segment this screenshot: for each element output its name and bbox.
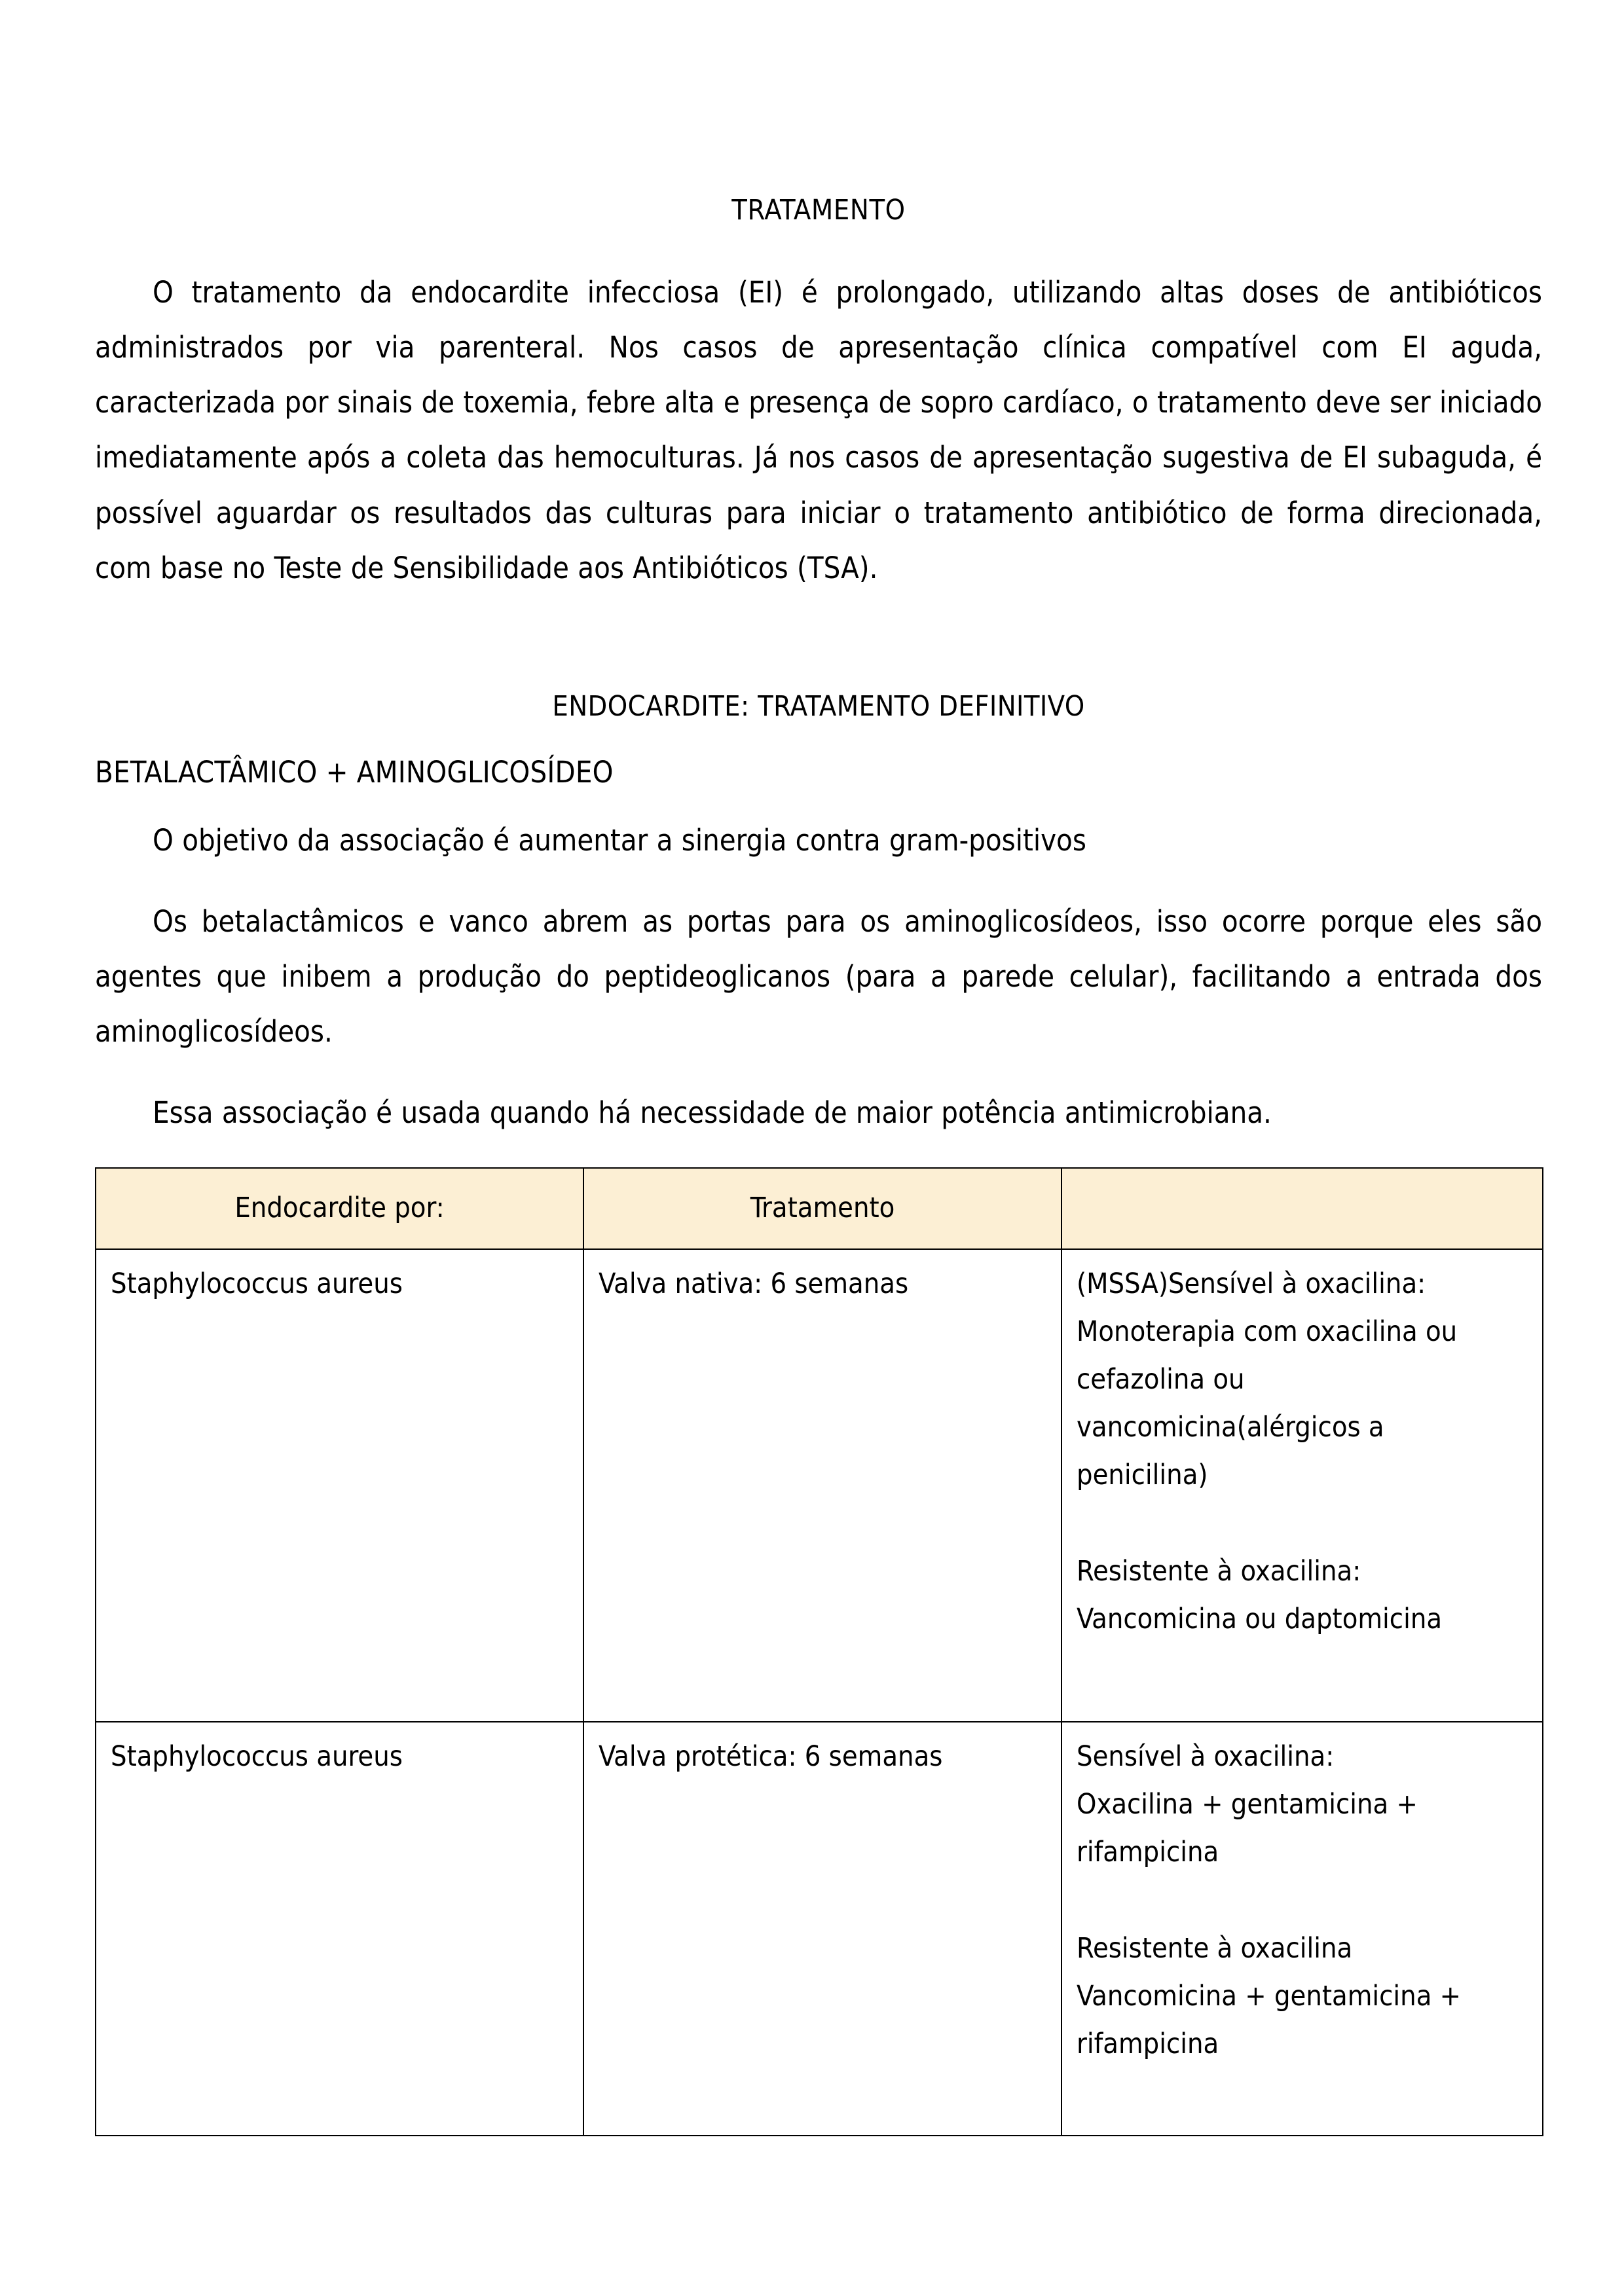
cell-details bbox=[1061, 1249, 1543, 1722]
table-header-treatment: Tratamento bbox=[583, 1168, 1061, 1249]
detail-line: rifampicina bbox=[1077, 2028, 1219, 2061]
cell-agent: Staphylococcus aureus bbox=[96, 1722, 583, 2136]
table-header-row bbox=[96, 1168, 1543, 1249]
detail-line: Sensível à oxacilina: bbox=[1077, 1740, 1335, 1773]
spacer-between-paragraphs-2 bbox=[95, 1059, 1542, 1085]
spacer-after-section-title bbox=[95, 721, 1542, 757]
detail-line: (MSSA)Sensível à oxacilina: bbox=[1077, 1267, 1426, 1300]
cell-agent: Staphylococcus aureus bbox=[96, 1249, 583, 1722]
treatment-table bbox=[95, 1167, 1543, 2136]
spacer-before-table bbox=[95, 1141, 1542, 1167]
section-paragraph-indication: Essa associação é usada quando há necessidade de maior potência antimicrobiana. bbox=[153, 1095, 1272, 1131]
section-paragraph-mechanism: Os betalactâmicos e vanco abrem as portas para os aminoglicosídeos, isso ocorre porque eles são agentes que inibem a produção do peptideoglicanos (para a parede celular), facilitando a entrada dos aminoglicosídeos. bbox=[95, 903, 1542, 1049]
section-title-definitive-treatment: ENDOCARDITE: TRATAMENTO DEFINITIVO bbox=[552, 689, 1085, 723]
spacer-after-subsection-title bbox=[95, 787, 1542, 813]
cell-treatment: Valva protética: 6 semanas bbox=[583, 1722, 1061, 2136]
spacer-between-paragraphs-1 bbox=[95, 868, 1542, 894]
detail-line: Oxacilina + gentamicina + bbox=[1077, 1787, 1418, 1821]
detail-line-spacer bbox=[1077, 1876, 1528, 1925]
detail-line: Vancomicina + gentamicina + bbox=[1077, 1979, 1462, 2013]
page-title: TRATAMENTO bbox=[731, 194, 906, 227]
table-row bbox=[96, 1249, 1543, 1722]
detail-line: vancomicina(alérgicos a bbox=[1077, 1410, 1384, 1444]
subsection-title-betalactamico: BETALACTÂMICO + AMINOGLICOSÍDEO bbox=[95, 754, 614, 790]
cell-details bbox=[1061, 1722, 1543, 2136]
intro-paragraph: O tratamento da endocardite infecciosa (EI) é prolongado, utilizando altas doses de antibióticos administrados por via parenteral. Nos casos de apresentação clínica compatível com EI aguda, caracterizada por sinais de toxemia, febre alta e presença de sopro cardíaco, o tratamento deve ser iniciado imediatamente após a coleta das hemoculturas. Já nos casos de apresentação sugestiva de EI subaguda, é possível aguardar os resultados das culturas para iniciar o tratamento antibiótico de forma direcionada, com base no Teste de Sensibilidade aos Antibióticos (TSA). bbox=[95, 275, 1542, 585]
detail-line: Resistente à oxacilina bbox=[1077, 1931, 1353, 1965]
table-header-agent: Endocardite por: bbox=[96, 1168, 583, 1249]
detail-line: Vancomicina ou daptomicina bbox=[1077, 1603, 1443, 1636]
detail-line-spacer bbox=[1077, 1499, 1528, 1548]
detail-line: cefazolina ou bbox=[1077, 1362, 1245, 1396]
section-paragraph-objective: O objetivo da associação é aumentar a sinergia contra gram-positivos bbox=[153, 822, 1086, 858]
table-row bbox=[96, 1722, 1543, 2136]
spacer-before-section bbox=[95, 596, 1542, 693]
detail-line: Resistente à oxacilina: bbox=[1077, 1555, 1361, 1588]
detail-line: Monoterapia com oxacilina ou bbox=[1077, 1315, 1458, 1348]
detail-line: penicilina) bbox=[1077, 1458, 1208, 1491]
table-header-details bbox=[1061, 1168, 1543, 1249]
cell-treatment: Valva nativa: 6 semanas bbox=[583, 1249, 1061, 1722]
detail-line: rifampicina bbox=[1077, 1835, 1219, 1868]
